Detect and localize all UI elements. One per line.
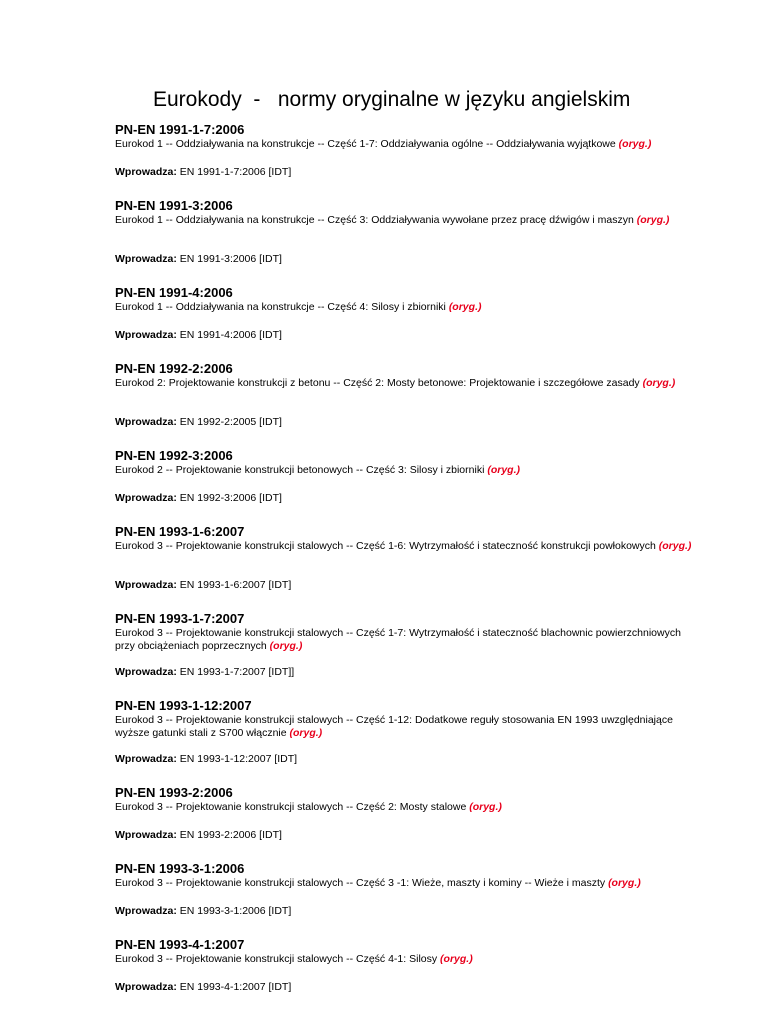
original-marker: (oryg.) xyxy=(608,877,641,889)
standard-entry xyxy=(115,524,695,611)
description-text: Eurokod 3 -- Projektowanie konstrukcji stalowych -- Część 1-6: Wytrzymałość i stateczność konstrukcji powłokowych xyxy=(115,540,656,552)
standard-code: PN-EN 1993-4-1:2007 xyxy=(115,937,245,952)
introduces-value: EN 1993-1-12:2007 [IDT] xyxy=(179,753,298,765)
original-marker: (oryg.) xyxy=(289,727,323,739)
description-text: Eurokod 2 -- Projektowanie konstrukcji betonowych -- Część 3: Silosy i zbiorniki xyxy=(115,464,485,476)
standard-entry xyxy=(115,448,695,524)
introduces-value: EN 1993-1-7:2007 [IDT]] xyxy=(179,666,295,678)
original-marker: (oryg.) xyxy=(448,301,482,313)
introduces-label: Wprowadza: xyxy=(115,166,177,178)
standard-description xyxy=(115,800,695,814)
introduces-value: EN 1991-3:2006 [IDT] xyxy=(179,253,282,265)
introduces-line xyxy=(115,666,294,679)
document-title: Eurokody - normy oryginalne w języku angielskim xyxy=(153,88,631,111)
original-marker: (oryg.) xyxy=(642,377,676,389)
standard-description xyxy=(115,876,695,890)
description-text: Eurokod 2: Projektowanie konstrukcji z betonu -- Część 2: Mosty betonowe: Projektowanie i szczegółowe zasady xyxy=(115,377,640,389)
standard-description xyxy=(115,376,695,390)
standard-description xyxy=(115,213,695,227)
original-marker: (oryg.) xyxy=(440,953,473,965)
original-marker: (oryg.) xyxy=(618,138,652,150)
introduces-value: EN 1991-4:2006 [IDT] xyxy=(179,329,282,341)
standard-entry xyxy=(115,122,695,198)
standard-description xyxy=(115,300,695,314)
standard-code: PN-EN 1991-3:2006 xyxy=(115,198,233,213)
introduces-value: EN 1993-1-6:2007 [IDT] xyxy=(179,579,292,591)
introduces-label: Wprowadza: xyxy=(115,416,177,428)
introduces-label: Wprowadza: xyxy=(115,253,177,265)
introduces-value: EN 1992-3:2006 [IDT] xyxy=(179,492,282,504)
introduces-label: Wprowadza: xyxy=(115,753,177,765)
introduces-label: Wprowadza: xyxy=(115,829,177,841)
introduces-line xyxy=(115,829,282,842)
standard-description xyxy=(115,626,695,653)
standard-entry xyxy=(115,198,695,285)
standard-code: PN-EN 1992-2:2006 xyxy=(115,361,233,376)
introduces-line xyxy=(115,492,282,505)
standard-description xyxy=(115,952,695,966)
description-text: Eurokod 3 -- Projektowanie konstrukcji stalowych -- Część 4-1: Silosy xyxy=(115,953,438,965)
description-text: Eurokod 3 -- Projektowanie konstrukcji stalowych -- Część 3 -1: Wieże, maszty i kominy -- Wieże i maszty xyxy=(115,877,606,889)
standard-entry xyxy=(115,611,695,698)
introduces-label: Wprowadza: xyxy=(115,666,177,678)
original-marker: (oryg.) xyxy=(636,214,670,226)
standard-entry xyxy=(115,285,695,361)
introduces-line xyxy=(115,981,291,994)
introduces-value: EN 1991-1-7:2006 [IDT] xyxy=(179,166,292,178)
original-marker: (oryg.) xyxy=(487,464,520,476)
description-text: Eurokod 1 -- Oddziaływania na konstrukcje -- Część 3: Oddziaływania wywołane przez pracę dźwigów i maszyn xyxy=(115,214,634,226)
description-text: Eurokod 1 -- Oddziaływania na konstrukcje -- Część 1-7: Oddziaływania ogólne -- Oddziaływania wyjątkowe xyxy=(115,138,616,150)
standard-entry xyxy=(115,937,695,1013)
introduces-line xyxy=(115,253,282,266)
standard-code: PN-EN 1993-1-12:2007 xyxy=(115,698,252,713)
standard-code: PN-EN 1993-2:2006 xyxy=(115,785,233,800)
standard-description xyxy=(115,463,695,477)
introduces-label: Wprowadza: xyxy=(115,492,177,504)
description-text: Eurokod 3 -- Projektowanie konstrukcji stalowych -- Część 2: Mosty stalowe xyxy=(115,801,467,813)
standard-code: PN-EN 1993-1-6:2007 xyxy=(115,524,245,539)
standard-code: PN-EN 1992-3:2006 xyxy=(115,448,233,463)
standard-code: PN-EN 1993-1-7:2007 xyxy=(115,611,245,626)
introduces-value: EN 1992-2:2005 [IDT] xyxy=(179,416,282,428)
introduces-line xyxy=(115,416,282,429)
introduces-label: Wprowadza: xyxy=(115,981,177,993)
standard-description xyxy=(115,539,695,553)
introduces-label: Wprowadza: xyxy=(115,579,177,591)
introduces-line xyxy=(115,905,291,918)
introduces-label: Wprowadza: xyxy=(115,329,177,341)
standard-entry xyxy=(115,861,695,937)
original-marker: (oryg.) xyxy=(269,640,303,652)
standard-entry xyxy=(115,698,695,785)
introduces-value: EN 1993-2:2006 [IDT] xyxy=(179,829,282,841)
introduces-line xyxy=(115,166,291,179)
standard-entry xyxy=(115,361,695,448)
introduces-value: EN 1993-3-1:2006 [IDT] xyxy=(179,905,292,917)
introduces-line xyxy=(115,329,282,342)
standard-code: PN-EN 1991-1-7:2006 xyxy=(115,122,245,137)
description-text: Eurokod 3 -- Projektowanie konstrukcji stalowych -- Część 1-7: Wytrzymałość i stateczność blachownic powierzchniowych przy obciążeniach poprzecznych xyxy=(115,627,681,652)
description-text: Eurokod 1 -- Oddziaływania na konstrukcje -- Część 4: Silosy i zbiorniki xyxy=(115,301,446,313)
introduces-label: Wprowadza: xyxy=(115,905,177,917)
standards-list xyxy=(115,122,695,1013)
standard-code: PN-EN 1991-4:2006 xyxy=(115,285,233,300)
standard-entry xyxy=(115,785,695,861)
original-marker: (oryg.) xyxy=(469,801,502,813)
description-text: Eurokod 3 -- Projektowanie konstrukcji stalowych -- Część 1-12: Dodatkowe reguły stosowania EN 1993 uwzględniające wyższe gatunki stali z S700 włącznie xyxy=(115,714,673,739)
standard-description xyxy=(115,713,695,740)
introduces-value: EN 1993-4-1:2007 [IDT] xyxy=(179,981,292,993)
introduces-line xyxy=(115,753,297,766)
introduces-line xyxy=(115,579,291,592)
original-marker: (oryg.) xyxy=(658,540,692,552)
standard-code: PN-EN 1993-3-1:2006 xyxy=(115,861,245,876)
standard-description xyxy=(115,137,695,151)
